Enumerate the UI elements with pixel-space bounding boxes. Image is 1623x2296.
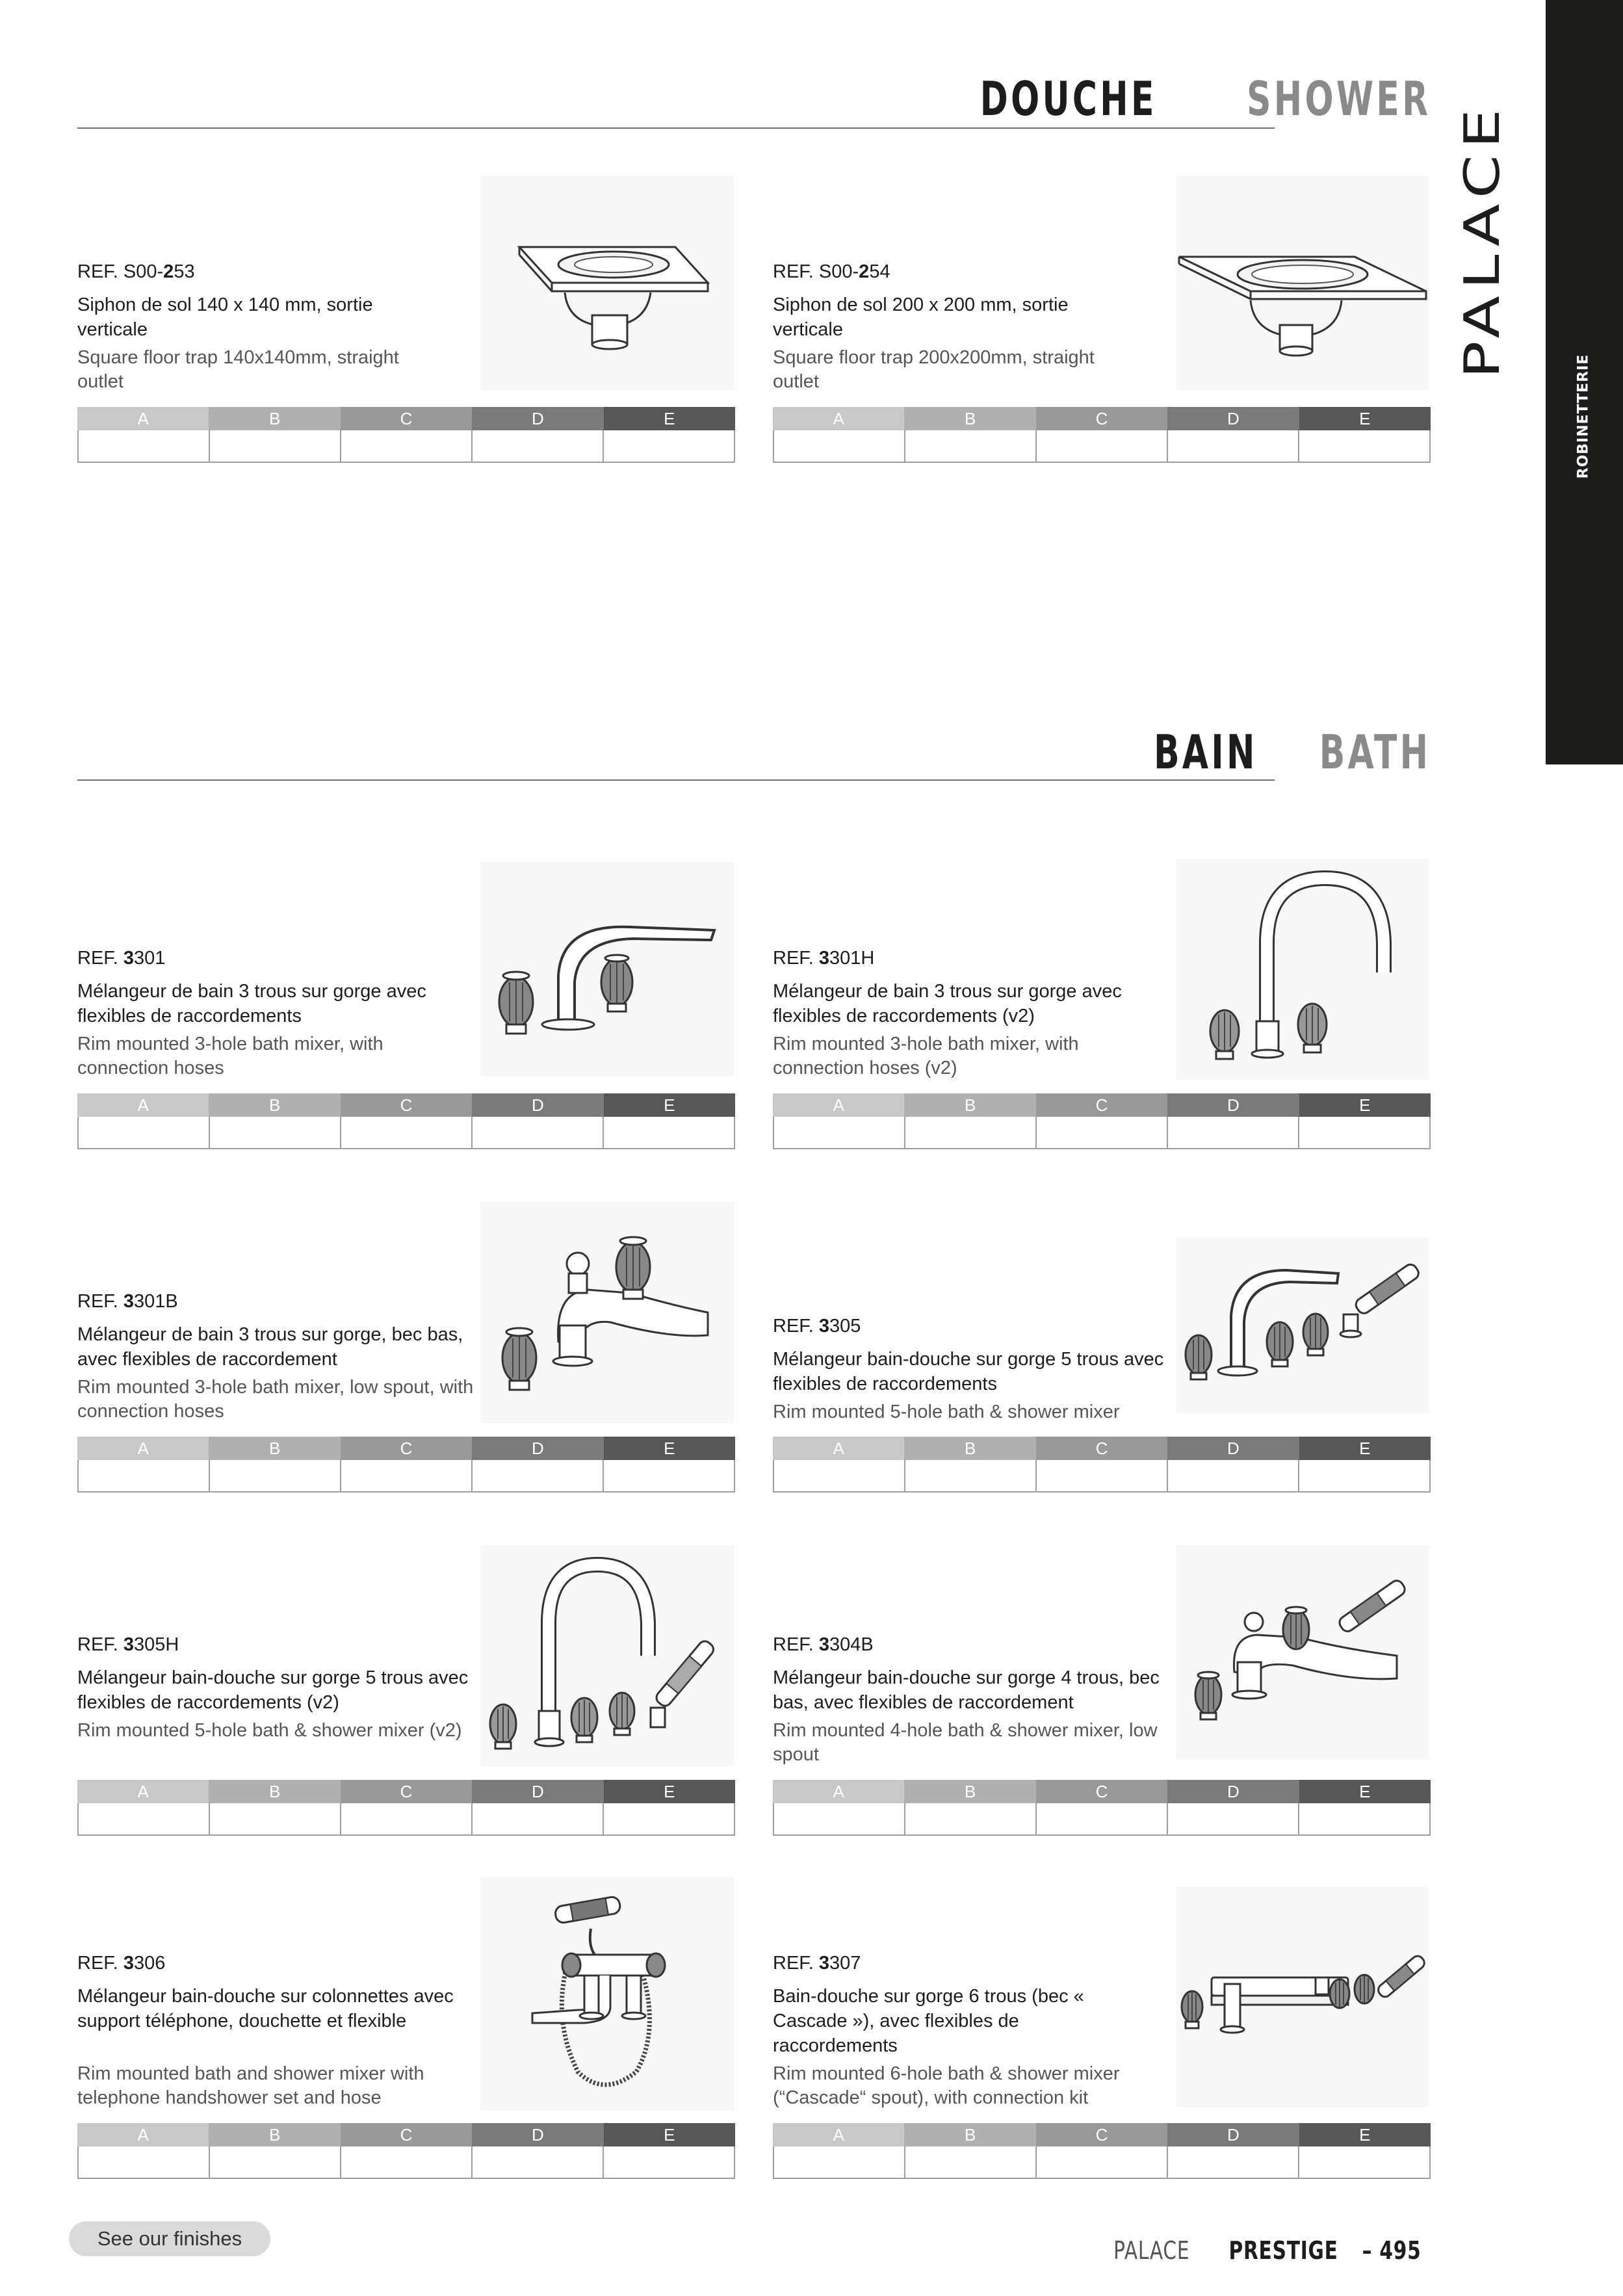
footer-brand: PALACE xyxy=(1113,2236,1190,2265)
product-description-en: Rim mounted 4-hole bath & shower mixer, low spout xyxy=(773,1720,1158,1765)
finish-table xyxy=(77,1093,735,1149)
finish-col-d: D xyxy=(1167,407,1299,430)
section-divider xyxy=(77,779,1275,781)
finish-col-b: B xyxy=(209,1437,340,1460)
product-description-en: Square floor trap 200x200mm, straight outlet xyxy=(773,347,1095,392)
product-description-fr: Mélangeur de bain 3 trous sur gorge avec flexibles de raccordements (v2) xyxy=(773,981,1122,1026)
finish-col-e: E xyxy=(1299,2123,1431,2146)
finish-col-b: B xyxy=(904,2123,1035,2146)
finish-col-d: D xyxy=(472,1437,603,1460)
finish-col-c: C xyxy=(1036,1780,1167,1803)
product-card xyxy=(77,1860,735,2185)
finish-col-c: C xyxy=(1036,407,1167,430)
finish-col-a: A xyxy=(773,407,904,430)
product-description-fr: Bain-douche sur gorge 6 trous (bec « Cascade »), avec flexibles de raccordements xyxy=(773,1986,1084,2056)
product-description-fr: Mélangeur bain-douche sur colonnettes avec support téléphone, douchette et flexible xyxy=(77,1986,454,2031)
finish-col-d: D xyxy=(1167,1780,1299,1803)
finish-col-d: D xyxy=(472,1093,603,1117)
finish-col-c: C xyxy=(341,407,472,430)
finish-col-e: E xyxy=(604,407,735,430)
finish-table xyxy=(77,1437,735,1493)
product-description-en: Rim mounted 3-hole bath mixer, with connection hoses xyxy=(77,1034,383,1078)
finish-row xyxy=(77,1803,735,1836)
bath-shower-mixer-5-hole-image xyxy=(1176,1238,1429,1413)
product-ref: REF. 3301H xyxy=(773,948,875,969)
finish-col-c: C xyxy=(1036,2123,1167,2146)
finish-col-a: A xyxy=(77,1093,209,1117)
finish-col-c: C xyxy=(1036,1437,1167,1460)
product-card xyxy=(77,169,735,468)
product-card xyxy=(773,855,1431,1155)
bath-shower-mixer-4-hole-image xyxy=(1176,1545,1429,1760)
finish-col-a: A xyxy=(773,1437,904,1460)
finish-col-e: E xyxy=(604,1437,735,1460)
bath-mixer-low-spout-image xyxy=(480,1202,734,1423)
product-description-fr: Mélangeur de bain 3 trous sur gorge avec flexibles de raccordements xyxy=(77,981,426,1026)
product-description-fr: Siphon de sol 200 x 200 mm, sortie verticale xyxy=(773,294,1069,340)
product-card xyxy=(773,1542,1431,1841)
finish-row xyxy=(77,430,735,463)
finish-table xyxy=(77,1780,735,1836)
finish-table xyxy=(773,1093,1431,1149)
finish-col-b: B xyxy=(904,1780,1035,1803)
finish-col-d: D xyxy=(1167,1437,1299,1460)
finish-col-b: B xyxy=(904,407,1035,430)
bath-shower-mixer-cascade-image xyxy=(1176,1886,1429,2107)
finish-col-e: E xyxy=(1299,1093,1431,1117)
finish-row xyxy=(773,430,1431,463)
finish-col-a: A xyxy=(773,1780,904,1803)
product-ref: REF. S00-253 xyxy=(77,261,195,282)
section-title-fr: BAIN xyxy=(1154,725,1258,779)
finish-col-c: C xyxy=(341,1437,472,1460)
finish-col-a: A xyxy=(773,1093,904,1117)
finish-col-e: E xyxy=(1299,1437,1431,1460)
finish-table xyxy=(77,2123,735,2179)
page-footer xyxy=(1092,2236,1422,2265)
finish-col-b: B xyxy=(209,1093,340,1117)
product-description-en: Rim mounted 5-hole bath & shower mixer (v2) xyxy=(77,1720,462,1741)
finish-col-e: E xyxy=(1299,407,1431,430)
section-divider xyxy=(77,127,1275,129)
footer-line: PRESTIGE xyxy=(1228,2236,1338,2265)
bath-shower-mixer-5-hole-high-spout-image xyxy=(480,1545,734,1766)
finish-col-b: B xyxy=(209,1780,340,1803)
finish-col-c: C xyxy=(341,1780,472,1803)
finish-table xyxy=(773,2123,1431,2179)
product-ref: REF. 3301 xyxy=(77,948,166,969)
section-title-fr: DOUCHE xyxy=(980,72,1157,126)
product-description-fr: Siphon de sol 140 x 140 mm, sortie verticale xyxy=(77,294,373,340)
finish-col-e: E xyxy=(1299,1780,1431,1803)
finish-col-b: B xyxy=(209,2123,340,2146)
finish-row xyxy=(773,1117,1431,1149)
section-header-shower xyxy=(911,64,1431,126)
product-description-fr: Mélangeur bain-douche sur gorge 4 trous, bec bas, avec flexibles de raccordement xyxy=(773,1667,1160,1713)
floor-trap-small-image xyxy=(480,176,734,390)
floor-trap-large-image xyxy=(1176,176,1429,390)
section-title-en: BATH xyxy=(1319,725,1431,779)
finish-row xyxy=(773,1803,1431,1836)
product-description-en: Rim mounted 3-hole bath mixer, low spout, with connection hoses xyxy=(77,1377,474,1422)
bath-shower-mixer-pillars-image xyxy=(480,1877,734,2111)
finish-col-a: A xyxy=(77,407,209,430)
finish-col-d: D xyxy=(472,407,603,430)
finish-row xyxy=(77,1460,735,1493)
product-description-en: Rim mounted 3-hole bath mixer, with connection hoses (v2) xyxy=(773,1034,1079,1078)
finish-row xyxy=(77,2146,735,2179)
product-description-en: Rim mounted 6-hole bath & shower mixer (“Cascade“ spout), with connection kit xyxy=(773,2063,1120,2108)
section-header-bath xyxy=(1113,717,1431,779)
product-ref: REF. 3307 xyxy=(773,1953,861,1974)
finish-col-e: E xyxy=(604,1093,735,1117)
finish-col-b: B xyxy=(209,407,340,430)
finish-table xyxy=(77,407,735,463)
finish-col-a: A xyxy=(773,2123,904,2146)
see-finishes-button[interactable]: See our finishes xyxy=(69,2221,270,2256)
product-card xyxy=(77,1542,735,1841)
finish-col-c: C xyxy=(341,2123,472,2146)
finish-col-c: C xyxy=(341,1093,472,1117)
product-description-en: Rim mounted bath and shower mixer with telephone handshower set and hose xyxy=(77,2063,424,2108)
product-card xyxy=(773,1860,1431,2185)
side-tab-category: ROBINETTERIE xyxy=(1575,354,1592,478)
finish-col-b: B xyxy=(904,1437,1035,1460)
product-ref: REF. 3306 xyxy=(77,1953,166,1974)
product-description-en: Rim mounted 5-hole bath & shower mixer xyxy=(773,1402,1120,1422)
product-card xyxy=(77,1199,735,1498)
product-description-fr: Mélangeur bain-douche sur gorge 5 trous avec flexibles de raccordements xyxy=(773,1349,1164,1394)
product-description-en: Square floor trap 140x140mm, straight outlet xyxy=(77,347,399,392)
finish-col-d: D xyxy=(1167,1093,1299,1117)
finish-col-a: A xyxy=(77,1437,209,1460)
finish-col-a: A xyxy=(77,1780,209,1803)
product-card xyxy=(773,169,1431,468)
section-title-en: SHOWER xyxy=(1246,72,1431,126)
product-ref: REF. 3305H xyxy=(77,1634,179,1655)
product-card xyxy=(773,1199,1431,1498)
bath-mixer-3-hole-high-spout-image xyxy=(1176,859,1429,1080)
finish-table xyxy=(773,407,1431,463)
product-description-fr: Mélangeur de bain 3 trous sur gorge, bec bas, avec flexibles de raccordement xyxy=(77,1324,463,1370)
bath-mixer-3-hole-image xyxy=(480,862,734,1076)
finish-row xyxy=(773,2146,1431,2179)
finish-col-d: D xyxy=(472,2123,603,2146)
finish-row xyxy=(773,1460,1431,1493)
product-card xyxy=(77,855,735,1155)
finish-col-d: D xyxy=(472,1780,603,1803)
page-number: – 495 xyxy=(1362,2236,1422,2265)
product-ref: REF. S00-254 xyxy=(773,261,890,282)
product-description-fr: Mélangeur bain-douche sur gorge 5 trous avec flexibles de raccordements (v2) xyxy=(77,1667,469,1713)
finish-col-a: A xyxy=(77,2123,209,2146)
finish-table xyxy=(773,1780,1431,1836)
finish-col-c: C xyxy=(1036,1093,1167,1117)
brand-title-vertical: PALACE xyxy=(1453,102,1511,379)
finish-row xyxy=(77,1117,735,1149)
finish-col-d: D xyxy=(1167,2123,1299,2146)
product-ref: REF. 3304B xyxy=(773,1634,874,1655)
finish-table xyxy=(773,1437,1431,1493)
product-ref: REF. 3301B xyxy=(77,1291,178,1312)
finish-col-e: E xyxy=(604,1780,735,1803)
finish-col-b: B xyxy=(904,1093,1035,1117)
finish-col-e: E xyxy=(604,2123,735,2146)
product-ref: REF. 3305 xyxy=(773,1316,861,1337)
